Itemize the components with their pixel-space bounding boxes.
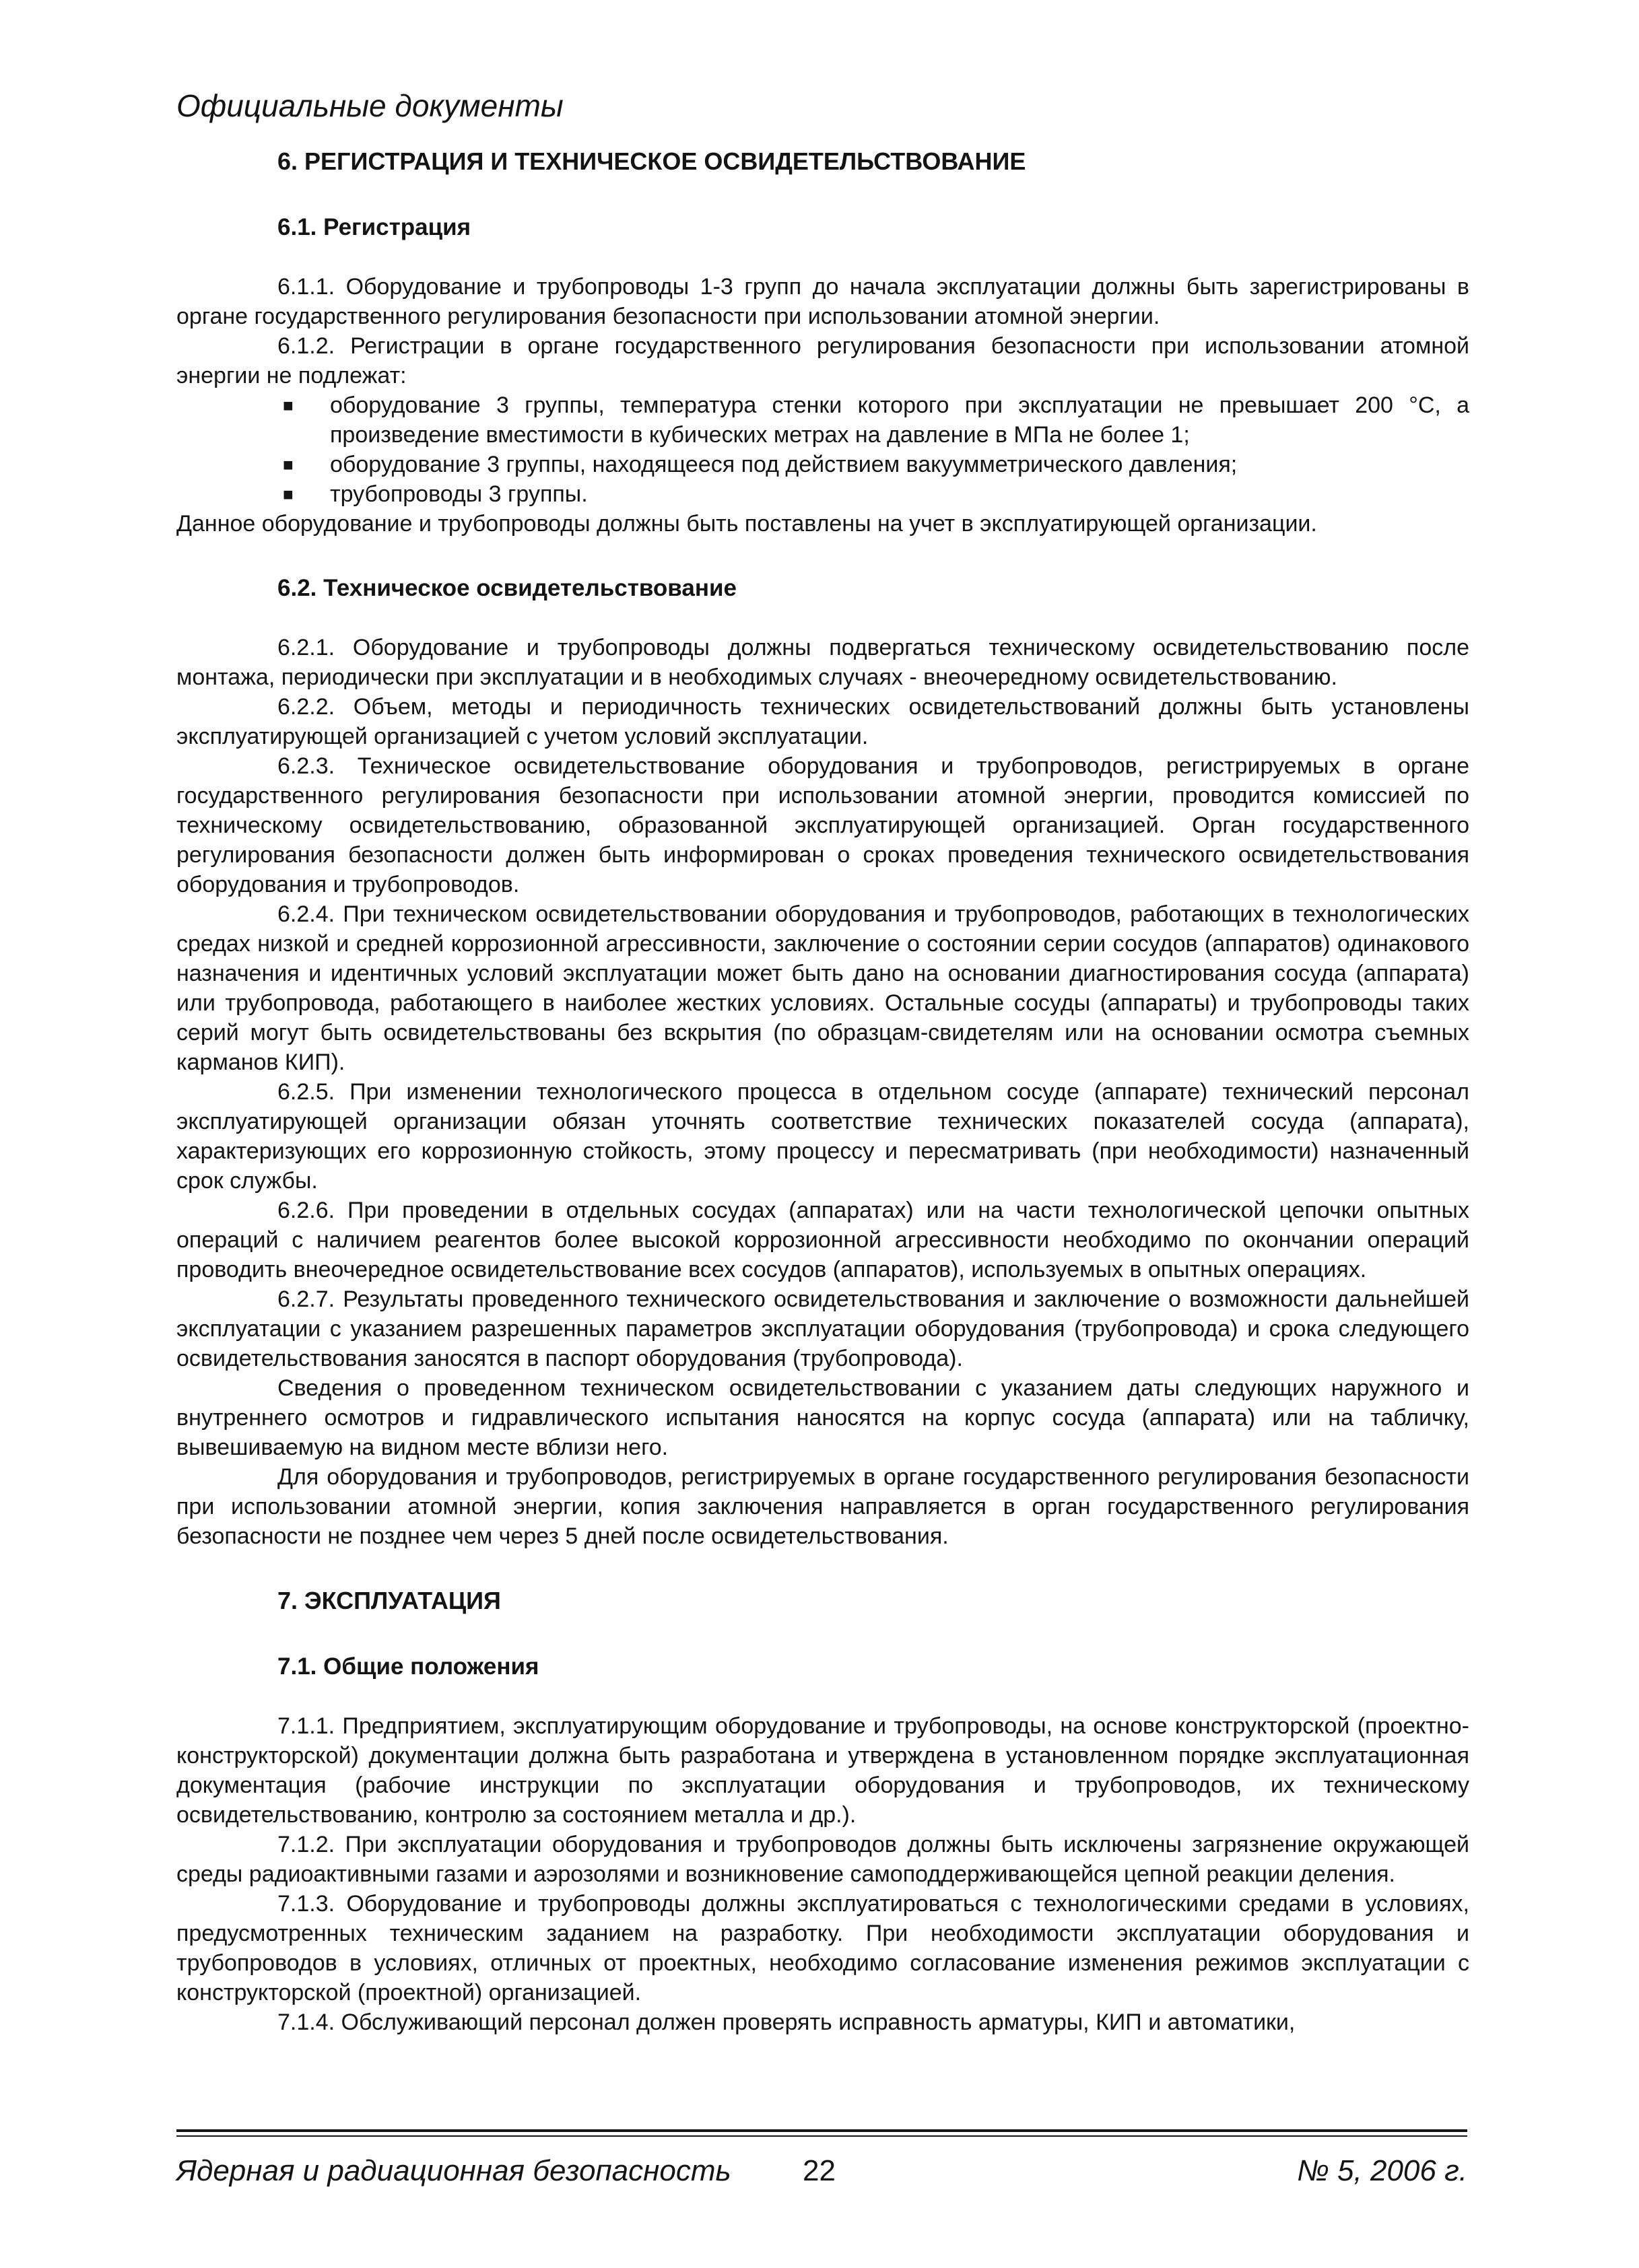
paragraph-7-1-4: 7.1.4. Обслуживающий персонал должен проверять исправность арматуры, КИП и автоматики, <box>277 2009 1296 2035</box>
document-body <box>176 147 1469 2037</box>
list-item <box>283 390 1469 450</box>
page-footer <box>176 2154 1467 2195</box>
footer-issue: № 5, 2006 г. <box>1297 2154 1467 2187</box>
bullet-icon: ■ <box>283 395 294 415</box>
bullet-list <box>176 390 1469 509</box>
running-header: Официальные документы <box>176 88 564 123</box>
paragraph-6-2-5: 6.2.5. При изменении технологического процесса в отдельном сосуде (аппарате) технический персонал эксплуатирующей организации обязан уточнять соответствие технических показателей сосуда (аппарата), характеризующих его коррозионную стойкость, этому процессу и пересматривать (при необходимости) назначенный срок службы. <box>176 1079 1469 1194</box>
paragraph-6-2-7-info: Сведения о проведенном техническом освидетельствовании с указанием даты следующих наружного и внутреннего осмотров и гидравлического испытания наносятся на корпус сосуда (аппарата) или на табличку, вывешиваемую на видном месте вблизи него. <box>176 1375 1469 1460</box>
paragraph-6-1-2: 6.1.2. Регистрации в органе государственного регулирования безопасности при использовании атомной энергии не подлежат: <box>176 333 1469 388</box>
footer-divider <box>176 2129 1467 2132</box>
footer-divider-thin <box>176 2135 1467 2137</box>
paragraph-6-2-4: 6.2.4. При техническом освидетельствовании оборудования и трубопроводов, работающих в технологических средах низкой и средней коррозионной агрессивности, заключение о состоянии серии сосудов (аппаратов) одинакового назначения и идентичных условий эксплуатации может быть дано на основании диагностирования сосуда (аппарата) или трубопровода, работающего в наиболее жестких условиях. Остальные сосуды (аппараты) и трубопроводы таких серий могут быть освидетельствованы без вскрытия (по образцам-свидетелям или на основании осмотра съемных карманов КИП). <box>176 901 1469 1075</box>
subsection-7-1-title: 7.1. Общие положения <box>277 1653 539 1680</box>
subsection-6-1-title: 6.1. Регистрация <box>277 214 471 240</box>
list-item-text: трубопроводы 3 группы. <box>330 481 588 507</box>
paragraph-6-2-2: 6.2.2. Объем, методы и периодичность технических освидетельствований должны быть установлены эксплуатирующей организацией с учетом условий эксплуатации. <box>176 694 1469 749</box>
list-item-text: оборудование 3 группы, температура стенки которого при эксплуатации не превышает 200 °С, а произведение вместимости в кубических метрах на давление в МПа не более 1; <box>330 392 1469 448</box>
list-item <box>283 479 1469 509</box>
paragraph-6-2-7: 6.2.7. Результаты проведенного технического освидетельствования и заключение о возможности дальнейшей эксплуатации с указанием разрешенных параметров эксплуатации оборудования (трубопровода) и срока следующего освидетельствования заносятся в паспорт оборудования (трубопровода). <box>176 1286 1469 1371</box>
paragraph-7-1-3: 7.1.3. Оборудование и трубопроводы должны эксплуатироваться с технологическими средами в условиях, предусмотренных техническим заданием на разработку. При необходимости эксплуатации оборудования и трубопроводов в условиях, отличных от проектных, необходимо согласование изменения режимов эксплуатации с конструкторской (проектной) организацией. <box>176 1891 1469 2005</box>
bullet-icon: ■ <box>283 484 294 504</box>
section-6-title: 6. РЕГИСТРАЦИЯ И ТЕХНИЧЕСКОЕ ОСВИДЕТЕЛЬСТВОВАНИЕ <box>277 147 1026 175</box>
list-item-text: оборудование 3 группы, находящееся под действием вакуумметрического давления; <box>330 452 1238 477</box>
list-item <box>283 450 1469 479</box>
paragraph-6-1-note: Данное оборудование и трубопроводы должны быть поставлены на учет в эксплуатирующей организации. <box>176 511 1317 537</box>
paragraph-6-2-1: 6.2.1. Оборудование и трубопроводы должны подвергаться техническому освидетельствованию после монтажа, периодически при эксплуатации и в необходимых случаях - внеочередному освидетельствованию. <box>176 635 1469 690</box>
bullet-icon: ■ <box>283 454 294 475</box>
subsection-6-2-title: 6.2. Техническое освидетельствование <box>277 575 737 601</box>
paragraph-7-1-1: 7.1.1. Предприятием, эксплуатирующим оборудование и трубопроводы, на основе конструкторской (проектно-конструкторской) документации должна быть разработана и утверждена в установленном порядке эксплуатационная документация (рабочие инструкции по эксплуатации оборудования и трубопроводов, их техническому освидетельствованию, контролю за состоянием металла и др.). <box>176 1713 1469 1828</box>
paragraph-7-1-2: 7.1.2. При эксплуатации оборудования и трубопроводов должны быть исключены загрязнение окружающей среды радиоактивными газами и аэрозолями и возникновение самоподдерживающейся цепной реакции деления. <box>176 1832 1469 1887</box>
paragraph-6-1-1: 6.1.1. Оборудование и трубопроводы 1-3 групп до начала эксплуатации должны быть зарегистрированы в органе государственного регулирования безопасности при использовании атомной энергии. <box>176 274 1469 329</box>
page-number: 22 <box>803 2154 836 2187</box>
paragraph-6-2-3: 6.2.3. Техническое освидетельствование оборудования и трубопроводов, регистрируемых в органе государственного регулирования безопасности при использовании атомной энергии, проводится комиссией по техническому освидетельствованию, образованной эксплуатирующей организацией. Орган государственного регулирования безопасности должен быть информирован о сроках проведения технического освидетельствования оборудования и трубопроводов. <box>176 753 1469 897</box>
footer-journal-title: Ядерная и радиационная безопасность <box>176 2154 731 2187</box>
paragraph-6-2-7-copy: Для оборудования и трубопроводов, регистрируемых в органе государственного регулирования безопасности при использовании атомной энергии, копия заключения направляется в орган государственного регулирования безопасности не позднее чем через 5 дней после освидетельствования. <box>176 1464 1469 1549</box>
section-7-title: 7. ЭКСПЛУАТАЦИЯ <box>277 1587 501 1614</box>
paragraph-6-2-6: 6.2.6. При проведении в отдельных сосудах (аппаратах) или на части технологической цепочки опытных операций с наличием реагентов более высокой коррозионной агрессивности необходимо по окончании операций проводить внеочередное освидетельствование всех сосудов (аппаратов), используемых в опытных операциях. <box>176 1198 1469 1282</box>
